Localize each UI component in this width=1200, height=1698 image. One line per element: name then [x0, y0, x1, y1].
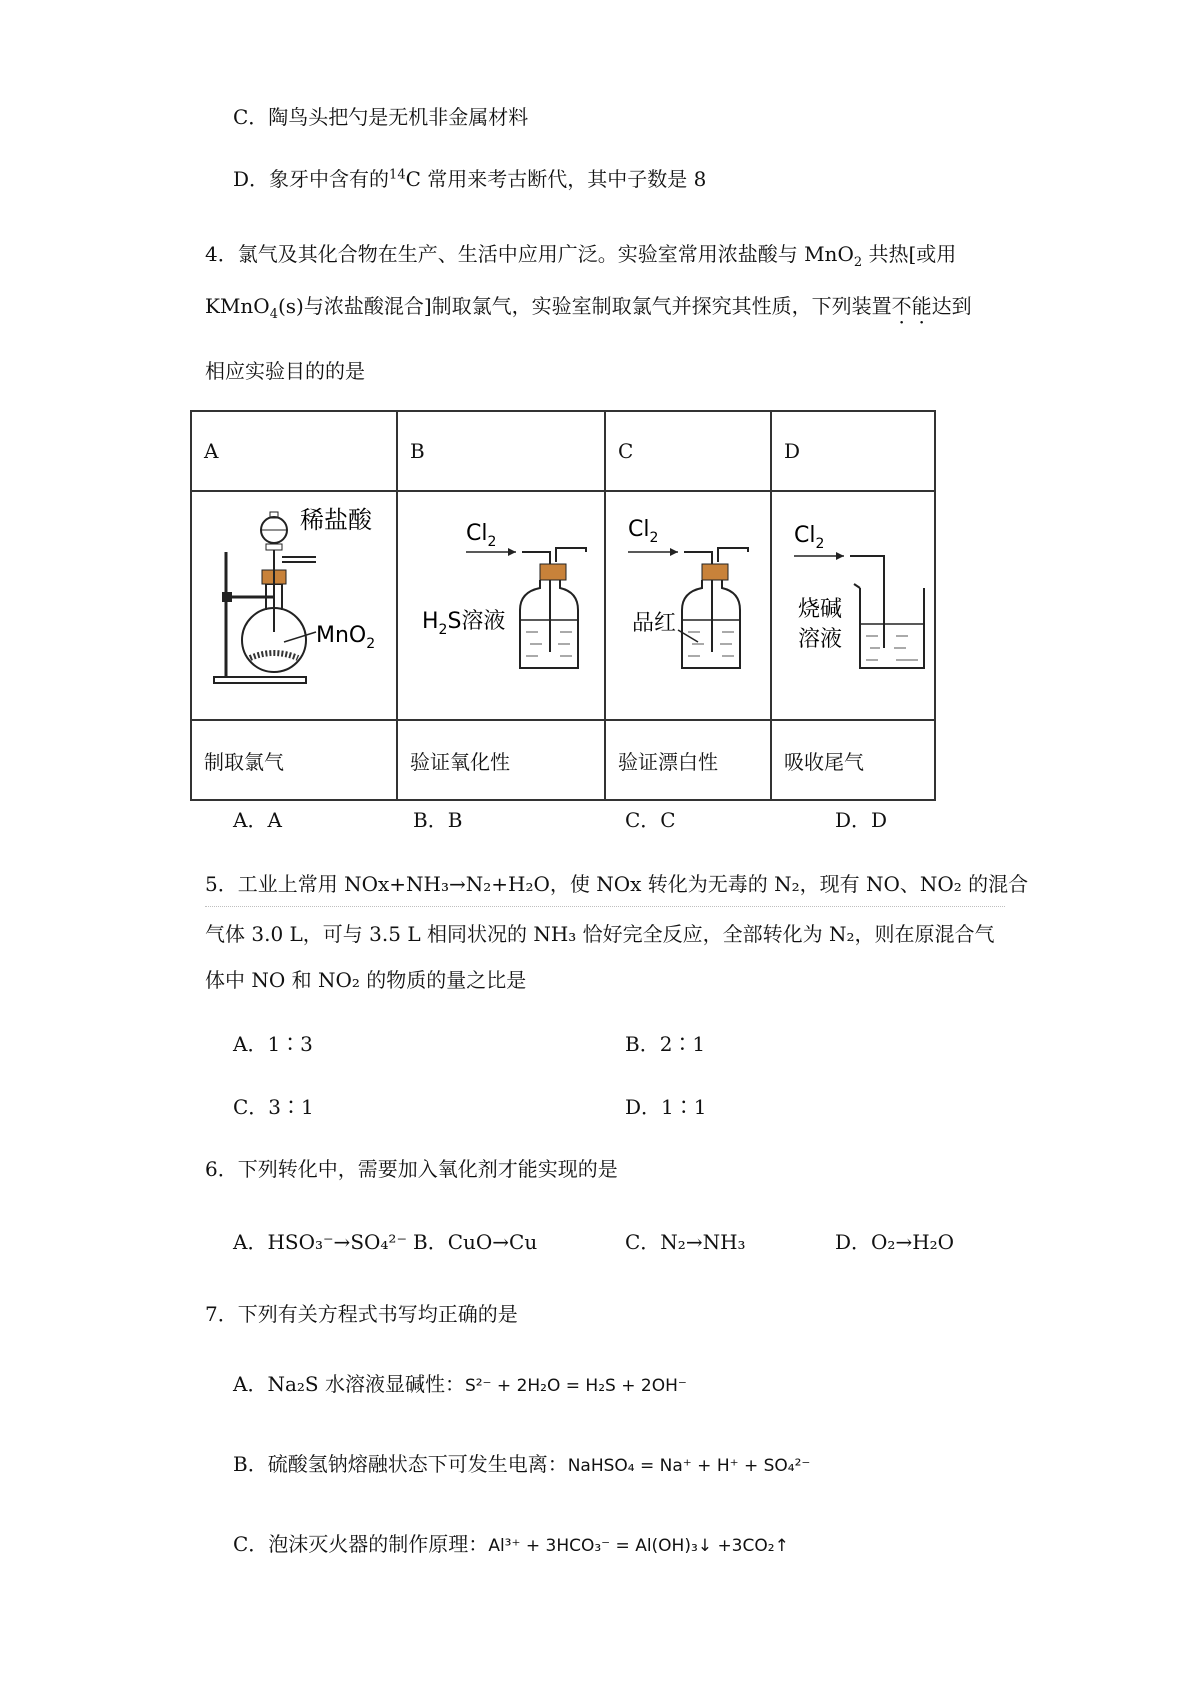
label-fuchsin: 品红	[632, 611, 677, 636]
fuchsin-bottle-diagram	[618, 492, 770, 714]
apparatus-a	[191, 491, 397, 720]
q4-stem-line1: 4．氯气及其化合物在生产、生活中应用广泛。实验室常用浓盐酸与 MnO$_2$ 共热[或用	[205, 242, 957, 270]
q4-answer-b[interactable]: B．B	[413, 808, 463, 832]
q4-answer-a[interactable]: A．A	[233, 808, 282, 832]
label-naoh-2: 溶液	[798, 627, 843, 652]
header-c: C	[605, 411, 771, 491]
q5-option-b[interactable]: B．2∶1	[625, 1032, 706, 1056]
q4-answer-c[interactable]: C．C	[625, 808, 676, 832]
apparatus-b	[397, 491, 605, 720]
dotted-rule	[205, 906, 1005, 907]
q5-stem-line1: 5．工业上常用 NOx+NH₃→N₂+H₂O，使 NOx 转化为无毒的 N₂，现有 NO、NO₂ 的混合	[205, 872, 1029, 896]
q7-option-c[interactable]: C．泡沫灭火器的制作原理：Al³⁺ + 3HCO₃⁻ = Al(OH)₃↓ +3CO₂↑	[233, 1532, 789, 1556]
q5-stem-line2: 气体 3.0 L，可与 3.5 L 相同状况的 NH₃ 恰好完全反应，全部转化为 N₂，则在原混合气	[205, 922, 995, 946]
q5-stem-line3: 体中 NO 和 NO₂ 的物质的量之比是	[205, 968, 527, 992]
apparatus-d	[771, 491, 935, 720]
q4-answer-d[interactable]: D．D	[835, 808, 888, 832]
label-cl2-c: $Cl_2$	[628, 517, 659, 546]
q5-option-a[interactable]: A．1∶3	[233, 1032, 313, 1056]
q6-option-d[interactable]: D．O₂→H₂O	[835, 1230, 955, 1254]
q3-option-c: C．陶鸟头把勺是无机非金属材料	[233, 105, 529, 129]
q3-option-d: D．象牙中含有的$^{14}$C 常用来考古断代，其中子数是 8	[233, 167, 707, 191]
label-mno2: MnO$_2$	[316, 623, 376, 652]
q6-option-b[interactable]: B．CuO→Cu	[413, 1230, 538, 1254]
label-h2s-solution: $H_2S$溶液	[422, 609, 506, 638]
header-d: D	[771, 411, 935, 491]
header-b: B	[397, 411, 605, 491]
q4-apparatus-table	[190, 410, 936, 801]
q6-option-a[interactable]: A．HSO₃⁻→SO₄²⁻	[233, 1230, 408, 1254]
q7-option-a[interactable]: A．Na₂S 水溶液显碱性：S²⁻ + 2H₂O = H₂S + 2OH⁻	[233, 1372, 687, 1396]
q7-option-b[interactable]: B．硫酸氢钠熔融状态下可发生电离：NaHSO₄ = Na⁺ + H⁺ + SO₄²⁻	[233, 1452, 811, 1476]
q5-option-c[interactable]: C．3∶1	[233, 1095, 314, 1119]
label-dilute-hcl: 稀盐酸	[300, 506, 372, 534]
label-naoh-1: 烧碱	[798, 597, 843, 622]
q4-stem-line2: KMnO$_4$(s)与浓盐酸混合]制取氯气，实验室制取氯气并探究其性质，下列装置不能达到	[205, 294, 972, 322]
label-d: 吸收尾气	[771, 720, 935, 800]
label-cl2-d: $Cl_2$	[794, 523, 825, 552]
label-c: 验证漂白性	[605, 720, 771, 800]
apparatus-c	[605, 491, 771, 720]
q6-stem: 6．下列转化中，需要加入氧化剂才能实现的是	[205, 1157, 618, 1181]
label-cl2-b: $Cl_2$	[466, 521, 497, 550]
q5-option-d[interactable]: D．1∶1	[625, 1095, 707, 1119]
label-b: 验证氧化性	[397, 720, 605, 800]
q4-stem-line3: 相应实验目的的是	[205, 359, 365, 383]
h2s-bottle-diagram	[410, 492, 604, 714]
chlorine-generator-diagram	[204, 492, 396, 714]
q6-option-c[interactable]: C．N₂→NH₃	[625, 1230, 746, 1254]
label-a: 制取氯气	[191, 720, 397, 800]
naoh-beaker-diagram	[784, 492, 934, 714]
q7-stem: 7．下列有关方程式书写均正确的是	[205, 1302, 518, 1326]
header-a: A	[191, 411, 397, 491]
